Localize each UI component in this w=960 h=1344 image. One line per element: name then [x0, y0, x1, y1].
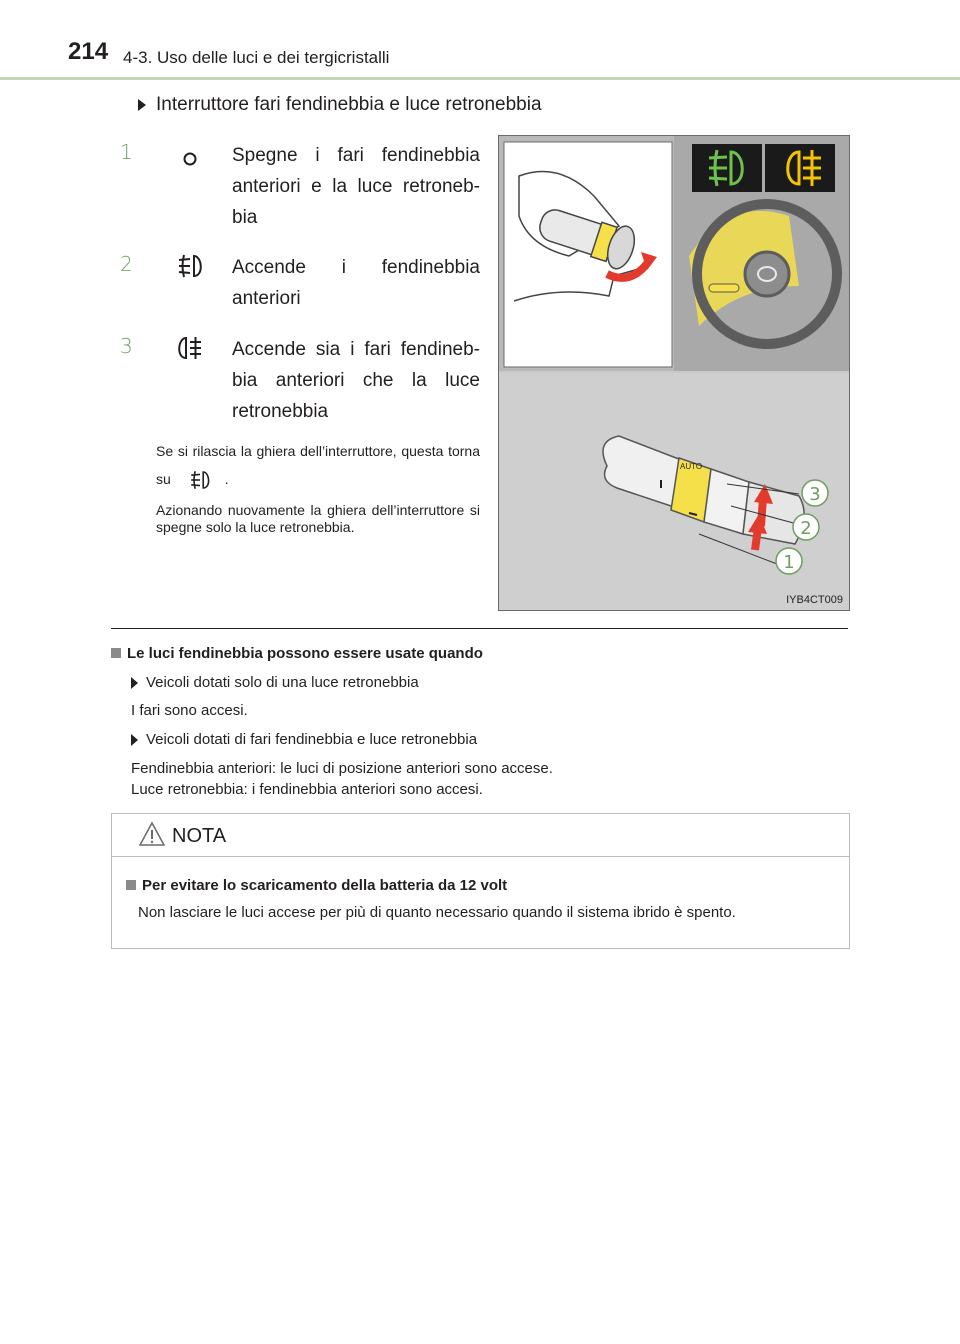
square-bullet-icon — [126, 880, 136, 890]
figure-code: IYB4CT009 — [786, 594, 843, 606]
release-note-text: Se si rilascia la ghiera dell’interruttore, questa torna su — [156, 443, 480, 487]
case-2-text-1: Fendinebbia anteriori: le luci di posizione anteriori sono accese. — [131, 760, 553, 777]
case-1-title — [131, 674, 419, 692]
callout-1: 1 — [783, 552, 795, 573]
item-1-description: Spegne i fari fendinebbia anteriori e la luce retroneb- bia — [232, 145, 480, 228]
illustration-drawing — [499, 136, 849, 610]
chapter-title: 4-3. Uso delle luci e dei tergicristalli — [123, 48, 390, 67]
header-rule — [0, 77, 960, 80]
callout-2: 2 — [800, 518, 812, 539]
item-2-description: Accende i fendinebbia anteriori — [232, 257, 480, 309]
fog-switch-illustration — [498, 135, 850, 611]
rotate-again-note: Azionando nuovamente la ghiera dell’interruttore si spegne solo la luce retronebbia. — [156, 502, 480, 535]
nota-label: NOTA — [172, 825, 227, 847]
rear-fog-light-icon — [170, 333, 210, 363]
nota-box — [111, 813, 850, 949]
case-2-title — [131, 731, 477, 749]
warning-icon — [138, 821, 166, 847]
nota-subheading — [126, 877, 507, 894]
section-subheading — [138, 94, 542, 116]
release-note — [156, 437, 480, 493]
off-circle-icon — [170, 144, 210, 174]
case-1-title-text: Veicoli dotati solo di una luce retronebbia — [146, 674, 419, 691]
front-fog-light-icon — [170, 251, 210, 281]
bullet-triangle-icon — [138, 99, 146, 111]
case-2-title-text: Veicoli dotati di fari fendinebbia e luce retronebbia — [146, 731, 478, 748]
stalk-label-auto: AUTO — [680, 462, 703, 471]
conditions-heading — [111, 645, 483, 662]
bullet-triangle-icon — [131, 677, 138, 689]
front-fog-light-icon — [183, 468, 217, 492]
section-divider — [111, 628, 848, 629]
item-number-3: 3 — [120, 334, 133, 358]
page-number: 214 — [68, 38, 109, 65]
case-2-text-2: Luce retronebbia: i fendinebbia anteriori sono accesi. — [131, 781, 483, 798]
item-number-2: 2 — [120, 252, 133, 276]
case-1-text: I fari sono accesi. — [131, 702, 248, 719]
item-number-1: 1 — [120, 140, 133, 164]
nota-header — [112, 814, 849, 857]
subheading-text: Interruttore fari fendinebbia e luce retronebbia — [156, 94, 542, 115]
callout-3: 3 — [809, 484, 821, 505]
release-note-period: . — [224, 471, 229, 487]
nota-text: Non lasciare le luci accese per più di quanto necessario quando il sistema ibrido è spento. — [138, 904, 736, 921]
item-3-description: Accende sia i fari fendineb- bia anteriori che la luce retronebbia — [232, 339, 480, 422]
nota-subheading-text: Per evitare lo scaricamento della batteria da 12 volt — [142, 877, 508, 894]
bullet-triangle-icon — [131, 734, 138, 746]
square-bullet-icon — [111, 648, 121, 658]
conditions-heading-text: Le luci fendinebbia possono essere usate quando — [127, 645, 483, 662]
